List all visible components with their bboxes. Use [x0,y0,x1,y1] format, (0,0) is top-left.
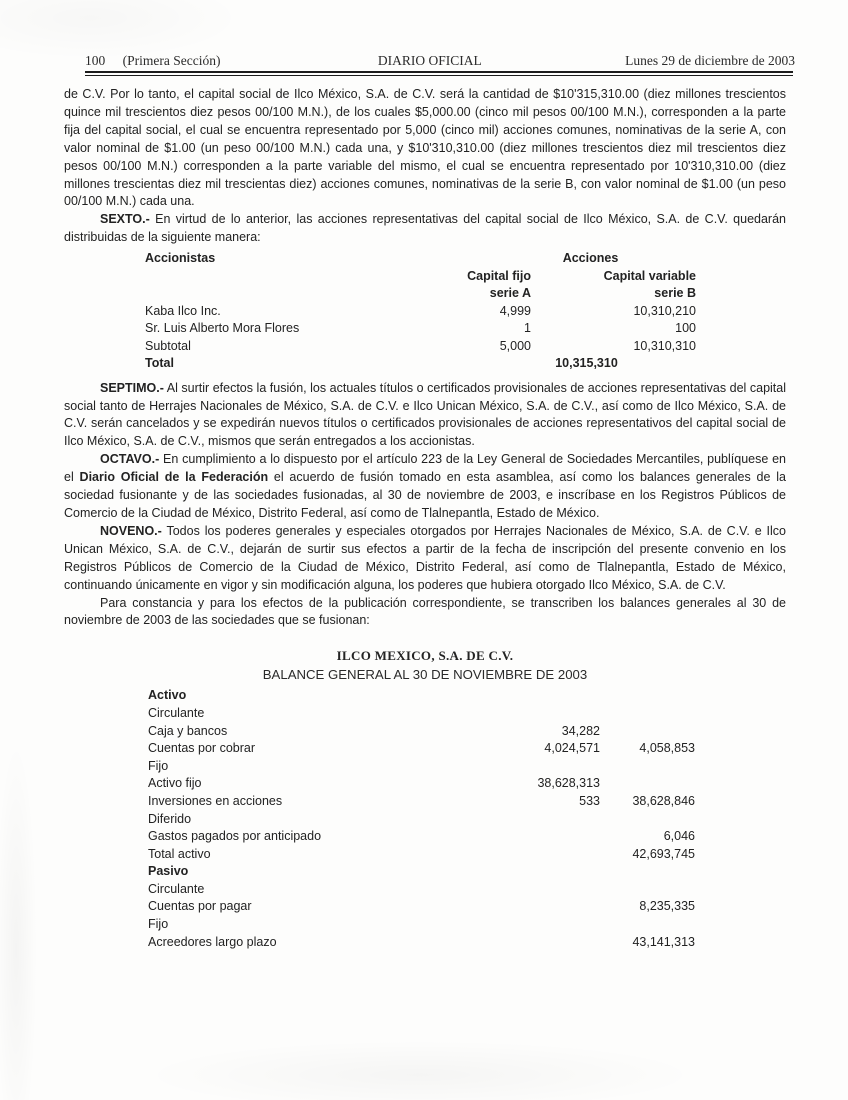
shares-subheader-row [145,269,786,287]
balance-row [148,706,786,724]
column-group-header-acciones: Acciones [562,251,619,266]
paragraph-continuation [64,86,786,211]
balance-label: Total activo [148,846,211,861]
clause-text: el acuerdo de fusión tomado en esta asamblea, así como los balances generales de la sociedad fusionante y de las sociedades fusionadas, al 30 de noviembre de 2003, e inscríbase en los Registros Públicos de Comercio de la Ciudad de México, Distrito Federal, así como de Tlalnepantla, Estado de México. [64,470,786,520]
column-header-capital-fijo: Capital fijo [467,268,531,283]
balance-col2: 42,693,745 [632,846,695,861]
balance-row [148,917,786,935]
clause-text: Todos los poderes generales y especiales otorgados por Herrajes Nacionales de México, S.A. de C.V. e Ilco Unican México, S.A. de C.V., dejarán de surtir sus efectos a partir de la fecha de inscripción del presente convenio en los Registros Públicos de Comercio de la Ciudad de México, Distrito Federal, así como de Tlalnepantla, Estado de México, continuando únicamente en vigor y sin modificación alguna, los poderes que hubiera otorgado Ilco México, S.A. de C.V. [64,523,786,592]
balance-row [148,741,786,759]
column-header-accionistas: Accionistas [145,251,216,266]
balance-label: Acreedores largo plazo [148,934,277,949]
balance-row [148,882,786,900]
table-row-subtotal [145,339,786,357]
serie-b-value: 10,310,210 [633,303,696,318]
balance-label: Caja y bancos [148,723,228,738]
balance-section-header [148,688,786,706]
paragraph-text: de C.V. Por lo tanto, el capital social de Ilco México, S.A. de C.V. será la cantidad de $10'315,310.00 (diez millones trescientos quince mil trescientos diez pesos 00/100 M.N.), de los cuales $5,000.00 (cinco mil pesos 00/100 M.N.), corresponden a la parte fija del capital social, el cual se encuentra representado por 5,000 (cinco mil) acciones comunes, nominativas de la serie A, con valor nominal de $1.00 (un peso 00/100 M.N.) cada una, y $10'310,310.00 (diez millones trescientos diez mil trescientos diez pesos 00/100 M.N.) corresponden a la parte variable del mismo, el cual se encuentra representado por 10'310,310.00 (diez millones trescientas diez mil trescientas diez) acciones comunes, nominativas de la serie B, con valor nominal de $1.00 (un peso 00/100 M.N.) cada una. [64,87,786,209]
shareholder-name: Sr. Luis Alberto Mora Flores [145,321,300,336]
balance-company-title: ILCO MEXICO, S.A. DE C.V. [336,648,514,664]
clause-sexto [64,211,786,247]
clause-octavo [64,451,786,523]
serie-a-value: 1 [524,321,531,336]
page-header [85,53,795,69]
serie-a-value: 5,000 [499,338,531,353]
balance-label: Cuentas por pagar [148,899,252,914]
total-label: Total [145,356,174,371]
balance-label: Fijo [148,917,169,932]
clause-text: En cumplimiento a lo dispuesto por el artículo 223 de la Ley General de Sociedades Mercantiles, publíquese en el [64,452,786,485]
balance-col1: 38,628,313 [537,776,600,791]
balance-col2: 4,058,853 [639,741,695,756]
balance-col2: 38,628,846 [632,793,695,808]
page-number-section [85,53,234,69]
table-row-total [145,356,786,374]
clause-septimo [64,380,786,452]
shares-table [145,251,786,374]
subtotal-label: Subtotal [145,338,191,353]
balance-label: Diferido [148,811,192,826]
balance-row [148,759,786,777]
clause-lead: SEPTIMO.- [100,380,164,395]
balance-label: Activo fijo [148,776,202,791]
balance-row [148,776,786,794]
column-header-serie-a: serie A [489,286,531,301]
shares-header-row [145,251,786,269]
clause-noveno [64,523,786,595]
balance-row [148,794,786,812]
paragraph-constancia [64,595,786,631]
balance-label: Inversiones en acciones [148,793,283,808]
balance-sheet [148,688,786,952]
total-value: 10,315,310 [555,356,618,371]
balance-label: Cuentas por cobrar [148,741,256,756]
shares-subheader-row [145,286,786,304]
balance-col2: 6,046 [663,829,695,844]
balance-row-total [148,847,786,865]
balance-label: Fijo [148,758,169,773]
balance-row [148,724,786,742]
clause-lead: NOVENO.- [100,523,162,538]
serie-b-value: 10,310,310 [633,338,696,353]
balance-label: Pasivo [148,864,189,879]
balance-row [148,829,786,847]
balance-statement-title: BALANCE GENERAL AL 30 DE NOVIEMBRE DE 2003 [262,667,588,683]
publication-title: DIARIO OFICIAL [377,53,482,68]
clause-lead: SEXTO.- [100,212,150,227]
balance-row [148,899,786,917]
clause-text: Al surtir efectos la fusión, los actuales títulos o certificados provisionales de acciones representativas del capital social tanto de Herrajes Nacionales de México, S.A. de C.V. e Ilco Unican México, S.A. de C.V., así como de Ilco México, S.A. de C.V. serán cancelados y se expedirán nuevos títulos o certificados provisionales de acciones representativos del capital social de Ilco México, S.A. de C.V., mismos que serán entregados a los accionistas. [64,380,786,449]
balance-col2: 43,141,313 [632,934,695,949]
shareholder-name: Kaba Ilco Inc. [145,303,221,318]
document-body [64,86,786,952]
balance-label: Circulante [148,705,205,720]
serie-b-value: 100 [675,321,696,336]
clause-lead: OCTAVO.- [100,452,160,467]
column-header-serie-b: serie B [654,286,696,301]
page-number: 100 [85,53,106,68]
balance-row [148,935,786,953]
serie-a-value: 4,999 [499,303,531,318]
clause-text: En virtud de lo anterior, las acciones representativas del capital social de Ilco México, S.A. de C.V. quedarán distribuidas de la siguiente manera: [64,212,786,245]
balance-section-header [148,864,786,882]
balance-col1: 4,024,571 [544,741,600,756]
section-label: (Primera Sección) [122,53,221,68]
balance-col2: 8,235,335 [639,899,695,914]
table-row [145,304,786,322]
highlighted-phrase: Diario Oficial de la Federación [79,470,269,485]
balance-label: Activo [148,688,187,703]
balance-row [148,812,786,830]
paragraph-text: Para constancia y para los efectos de la publicación correspondiente, se transcriben los balances generales al 30 de noviembre de 2003 de las sociedades que se fusionan: [64,595,786,628]
table-row [145,321,786,339]
publication-date: Lunes 29 de diciembre de 2003 [625,53,795,68]
balance-col1: 34,282 [561,723,600,738]
header-divider [85,71,793,76]
balance-label: Circulante [148,881,205,896]
balance-label: Gastos pagados por anticipado [148,829,322,844]
balance-col1: 533 [579,793,600,808]
column-header-capital-variable: Capital variable [603,268,696,283]
